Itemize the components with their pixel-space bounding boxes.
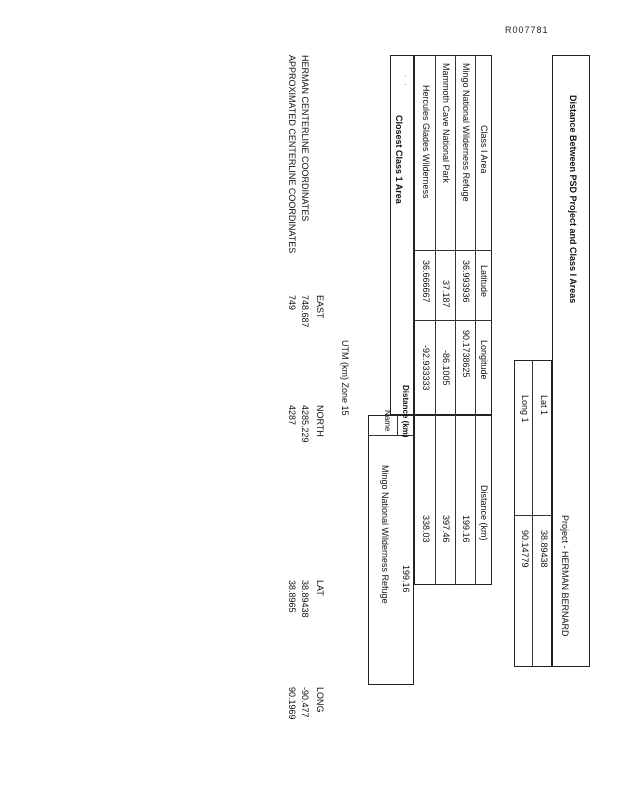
closest-name: Mingo National Wilderness Refuge (380, 465, 390, 604)
utm-row-2-north: 4287 (287, 405, 297, 426)
row-2-latitude: 37.187 (441, 280, 451, 308)
utm-title: UTM (km) Zone 15 (340, 340, 350, 416)
header-distance: Distance (km) (479, 485, 489, 541)
utm-col-long: LONG (315, 687, 325, 713)
utm-col-north: NORTH (315, 405, 325, 437)
lat-value: 38.89438 (539, 530, 549, 568)
long-value: 90.14779 (520, 530, 530, 568)
closest-area-title: Closest Class 1 Area (394, 115, 404, 204)
utm-col-lat: LAT (315, 580, 325, 596)
row-2-longitude: -86.1005 (441, 350, 451, 386)
row-2-area: Mammoth Cave National Park (441, 63, 451, 184)
closest-area-result (368, 415, 414, 685)
utm-row-1-north: 4285.229 (300, 405, 310, 443)
row-1-area: Mingo National Wilderness Refuge (461, 63, 471, 202)
row-3-distance: 338.03 (421, 515, 431, 543)
utm-row-1-long: -90.477 (300, 687, 310, 718)
project-label: Project - HERMAN BERNARD (560, 515, 570, 637)
utm-row-2-label: APPROXIMATED CENTERLINE COORDINATES (287, 55, 297, 254)
header-class-area: Class I Area (479, 125, 489, 174)
utm-row-1-lat: 38.89438 (300, 580, 310, 618)
lat-label: Lat 1 (539, 395, 549, 416)
rotated-spreadsheet (30, 55, 590, 755)
utm-row-2-east: 749 (287, 295, 297, 311)
document-id: R007781 (505, 25, 549, 35)
dotted-marks: . . (403, 75, 412, 88)
header-longitude: Longitude (479, 340, 489, 380)
utm-row-2-long: 90.1969 (287, 687, 297, 720)
closest-distance: 199.16 (401, 565, 411, 593)
row-3-area: Hercules Glades Wilderness (421, 85, 431, 199)
utm-col-east: EAST (315, 295, 325, 319)
distance-km-label: Distance (km) (401, 385, 410, 438)
utm-row-2-lat: 38.8965 (287, 580, 297, 613)
utm-row-1-label: HERMAN CENTERLINE COORDINATES (300, 55, 310, 222)
utm-row-1-east: 748.687 (300, 295, 310, 328)
row-1-latitude: 36.993936 (461, 260, 471, 303)
sheet-title: Distance Between PSD Project and Class I Areas (568, 95, 578, 304)
closest-area-box (390, 55, 414, 415)
long-label: Long 1 (520, 395, 530, 423)
header-latitude: Latitude (479, 265, 489, 298)
row-1-longitude: 90.1738625 (461, 330, 471, 378)
name-label: Name (383, 410, 392, 432)
row-1-distance: 199.16 (461, 515, 471, 543)
row-2-distance: 397.46 (441, 515, 451, 543)
row-3-latitude: 36.666667 (421, 260, 431, 303)
row-3-longitude: -92.933333 (421, 345, 431, 391)
